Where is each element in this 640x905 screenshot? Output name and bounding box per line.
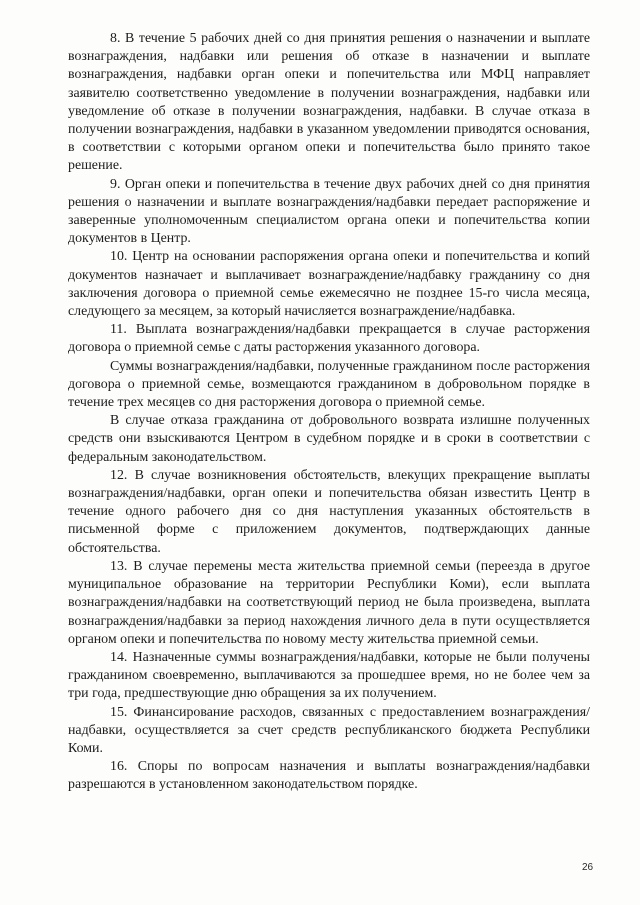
- paragraph-15: 15. Финансирование расходов, связанных с предоставлением вознаграждения/надбавки, осуществляется за счет средств республиканского бюджета Республики Коми.: [68, 704, 590, 756]
- paragraph-13: 13. В случае перемены места жительства приемной семьи (переезда в другое муниципальное образование на территории Республики Коми), если выплата вознаграждения/надбавки на соответствующий период не была произведена, выплата вознаграждения/надбавки за период нахождения личного дела в пути осуществляется органом опеки и попечительства по новому месту жительства приемной семьи.: [68, 558, 590, 647]
- paragraph-16: 16. Споры по вопросам назначения и выплаты вознаграждения/надбавки разрешаются в установленном законодательством порядке.: [68, 759, 590, 793]
- paragraph-14: 14. Назначенные суммы вознаграждения/надбавки, которые не были получены гражданином своевременно, выплачиваются за прошедшее время, но не более чем за три года, предшествующие дню обращения за их получением.: [68, 649, 590, 702]
- paragraph-8: 8. В течение 5 рабочих дней со дня принятия решения о назначении и выплате вознаграждения, надбавки или решения об отказе в назначении и выплате вознаграждения, надбавки орган опеки и попечительства или МФЦ направляет заявителю соответственно уведомление в получении вознаграждения, надбавки или уведомление об отказе в получении вознаграждения, надбавки. В случае отказа в получении вознаграждения, надбавки в указанном уведомлении приводятся основания, в соответствии с которыми органом опеки и попечительства было принято такое решение.: [68, 31, 590, 174]
- paragraph-10: 10. Центр на основании распоряжения органа опеки и попечительства и копий документов назначает и выплачивает вознаграждение/надбавку гражданину со дня заключения договора о приемной семье ежемесячно не позднее 15-го числа месяца, следующего за месяцем, за который начисляется вознаграждение/надбавка.: [68, 249, 590, 320]
- paragraph-11-refund: Суммы вознаграждения/надбавки, полученные гражданином после расторжения договора о приемной семье, возмещаются гражданином в добровольном порядке в течение трех месяцев со дня расторжения договора о приемной семье.: [68, 358, 590, 411]
- paragraph-11-court: В случае отказа гражданина от добровольного возврата излишне полученных средств они взыскиваются Центром в судебном порядке и в сроки в соответствии с федеральным законодательством.: [68, 413, 590, 465]
- page-number: 26: [582, 862, 594, 873]
- document-body: [68, 30, 590, 795]
- paragraph-9: 9. Орган опеки и попечительства в течение двух рабочих дней со дня принятия решения о назначении и выплате вознаграждения/надбавки передает распоряжение и заверенные уполномоченным специалистом органа опеки и попечительства копии документов в Центр.: [68, 176, 590, 247]
- paragraph-12: 12. В случае возникновения обстоятельств, влекущих прекращение выплаты вознаграждения/надбавки, орган опеки и попечительства обязан известить Центр в течение одного рабочего дня со дня наступления указанных обстоятельств в письменной форме с приложением документов, подтверждающих данные обстоятельства.: [68, 467, 590, 556]
- paragraph-11: 11. Выплата вознаграждения/надбавки прекращается в случае расторжения договора о приемной семье с даты расторжения указанного договора.: [68, 322, 590, 356]
